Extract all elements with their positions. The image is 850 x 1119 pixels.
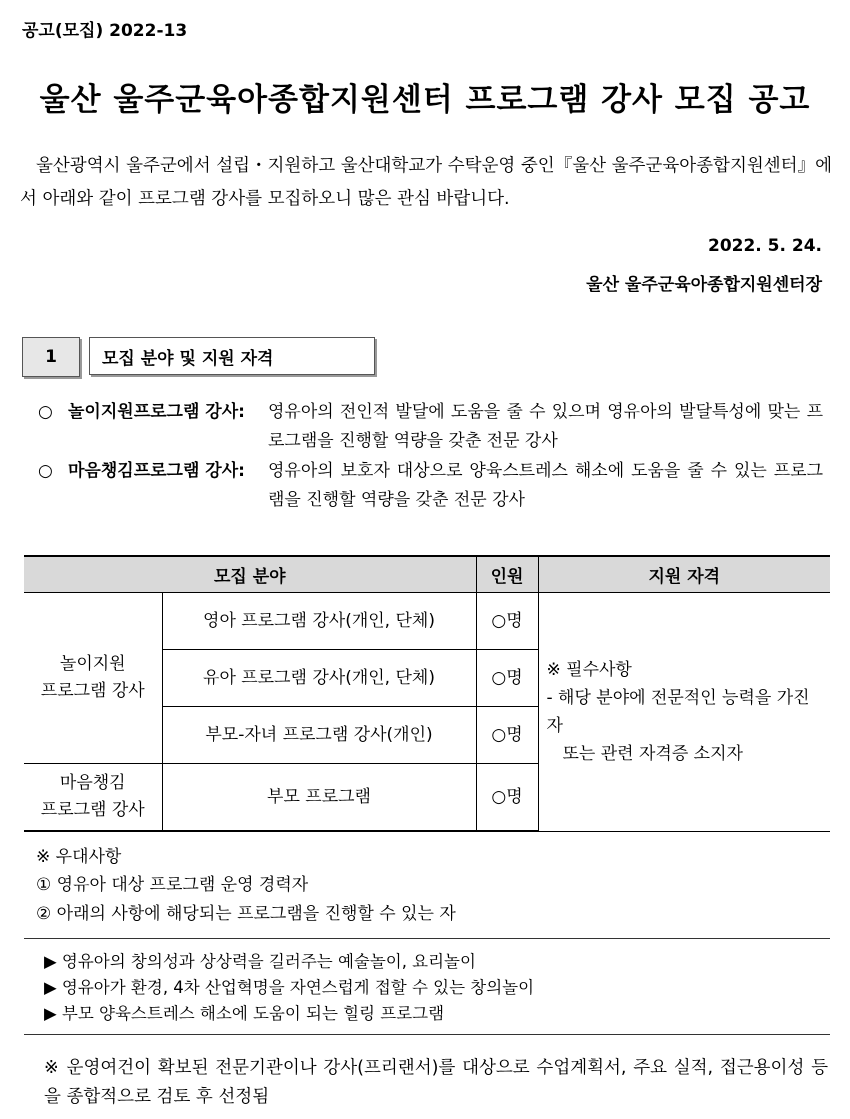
selection-note: ※ 운영여건이 확보된 전문기관이나 강사(프리랜서)를 대상으로 수업계획서, 주요 실적, 접근용이성 등을 종합적으로 검토 후 선정됨 xyxy=(44,1058,828,1107)
page-title: 울산 울주군육아종합지원센터 프로그램 강사 모집 공고 xyxy=(39,82,811,118)
table-row xyxy=(24,593,830,650)
qualification-line: - 해당 분야에 전문적인 능력을 가진 자 xyxy=(546,687,810,736)
intro-paragraph xyxy=(20,150,832,216)
requirement-description: 영유아의 보호자 대상으로 양육스트레스 해소에 도움을 줄 수 있는 프로그램을 진행할 역량을 갖춘 전문 강사 xyxy=(268,461,823,510)
header-field: 모집 분야 xyxy=(24,556,476,593)
requirement-label: 마음챙김프로그램 강사: xyxy=(68,461,245,481)
table-header-row xyxy=(24,556,830,593)
requirement-label: 놀이지원프로그램 강사: xyxy=(68,402,245,422)
preferences-title: ※ 우대사항 xyxy=(36,847,122,867)
issuer: 울산 울주군육아종합지원센터장 xyxy=(586,275,822,295)
requirement-item xyxy=(38,398,828,458)
divider xyxy=(24,938,830,939)
recruitment-table xyxy=(24,555,830,832)
section-title-box: 모집 분야 및 지원 자격 xyxy=(89,337,375,375)
count-cell: ○명 xyxy=(476,764,538,832)
group-mindfulness: 마음챙김 프로그램 강사 xyxy=(24,764,162,832)
count-cell: ○명 xyxy=(476,707,538,764)
count-cell: ○명 xyxy=(476,650,538,707)
divider xyxy=(24,1034,830,1035)
qualification-cell xyxy=(538,593,830,832)
circle-bullet-icon: ○ xyxy=(38,402,53,422)
program-example: ▶ 부모 양육스트레스 해소에 도움이 되는 힐링 프로그램 xyxy=(44,1004,445,1023)
count-cell: ○명 xyxy=(476,593,538,650)
announcement-date: 2022. 5. 24. xyxy=(707,236,822,256)
preference-item: ① 영유아 대상 프로그램 운영 경력자 xyxy=(36,875,309,895)
program-cell: 영아 프로그램 강사(개인, 단체) xyxy=(162,593,476,650)
requirement-description: 영유아의 전인적 발달에 도움을 줄 수 있으며 영유아의 발달특성에 맞는 프로그램을 진행할 역량을 갖춘 전문 강사 xyxy=(268,402,823,451)
qualification-title: ※ 필수사항 xyxy=(546,659,632,680)
circle-bullet-icon: ○ xyxy=(38,461,53,481)
group-play-support: 놀이지원 프로그램 강사 xyxy=(24,593,162,764)
program-cell: 유아 프로그램 강사(개인, 단체) xyxy=(162,650,476,707)
program-cell: 부모 프로그램 xyxy=(162,764,476,832)
section-number-box: 1 xyxy=(22,337,80,377)
header-count: 인원 xyxy=(476,556,538,593)
program-example: ▶ 영유아의 창의성과 상상력을 길러주는 예술놀이, 요리놀이 xyxy=(44,952,476,971)
qualification-line: 또는 관련 자격증 소지자 xyxy=(562,743,743,764)
header-qualification: 지원 자격 xyxy=(538,556,830,593)
intro-text: 울산광역시 울주군에서 설립・지원하고 울산대학교가 수탁운영 중인『울산 울주군육아종합지원센터』에서 아래와 같이 프로그램 강사를 모집하오니 많은 관심 바랍니다. xyxy=(20,156,832,209)
requirement-item xyxy=(38,457,828,517)
program-example: ▶ 영유아가 환경, 4차 산업혁명을 자연스럽게 접할 수 있는 창의놀이 xyxy=(44,978,535,997)
program-cell: 부모-자녀 프로그램 강사(개인) xyxy=(162,707,476,764)
notice-number: 공고(모집) 2022-13 xyxy=(22,21,188,41)
preference-item: ② 아래의 사항에 해당되는 프로그램을 진행할 수 있는 자 xyxy=(36,904,456,924)
